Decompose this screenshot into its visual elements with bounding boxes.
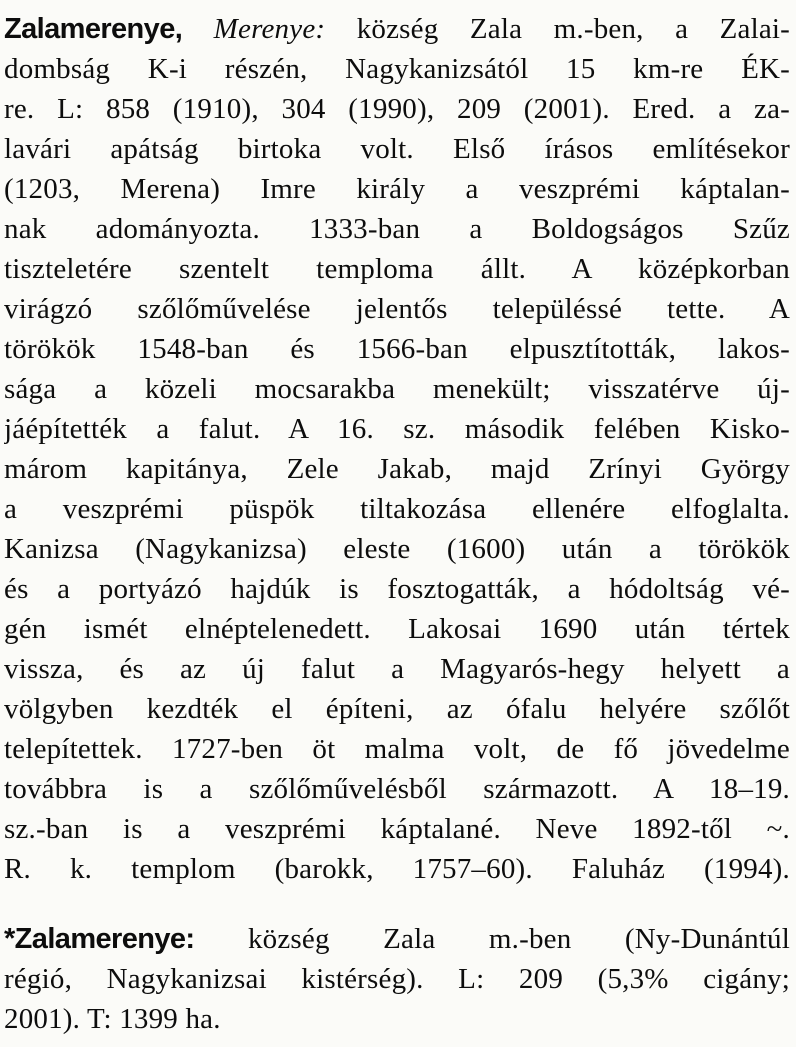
text-line — [4, 169, 790, 209]
body-text: dombság K-i részén, Nagykanizsától 15 km-re ÉK- — [4, 53, 790, 85]
text-line — [4, 489, 790, 529]
text-line — [4, 49, 790, 89]
text-line — [4, 609, 790, 649]
body-text: sága a közeli mocsarakba menekült; visszatérve új- — [4, 373, 790, 405]
body-text: község Zala m.-ben, a Zalai- — [325, 13, 790, 45]
body-text: Kanizsa (Nagykanizsa) eleste (1600) után a törökök — [4, 533, 790, 565]
body-text: gén ismét elnéptelenedett. Lakosai 1690 után tértek — [4, 613, 790, 645]
body-text: jáépítették a falut. A 16. sz. második felében Kisko- — [4, 413, 790, 445]
text-line — [4, 569, 790, 609]
body-text: márom kapitánya, Zele Jakab, majd Zrínyi György — [4, 453, 790, 485]
text-line — [4, 849, 790, 889]
body-text: virágzó szőlőművelése jelentős településsé tette. A — [4, 293, 790, 325]
body-text: továbbra is a szőlőművelésből származott. A 18–19. — [4, 773, 790, 805]
body-text: (1203, Merena) Imre király a veszprémi káptalan- — [4, 173, 790, 205]
body-text: völgyben kezdték el építeni, az ófalu helyére szőlőt — [4, 693, 790, 725]
text-line — [4, 959, 790, 999]
body-text: lavári apátság birtoka volt. Első írásos említésekor — [4, 133, 790, 165]
encyclopedia-article — [4, 9, 790, 1039]
entry-zalamerenye-kisterseg — [4, 919, 790, 1039]
text-line — [4, 329, 790, 369]
text-line — [4, 919, 790, 959]
text-line — [4, 249, 790, 289]
text-line — [4, 649, 790, 689]
text-line — [4, 289, 790, 329]
body-text: község Zala m.-ben (Ny-Dunántúl — [194, 923, 790, 955]
text-line — [4, 409, 790, 449]
text-line — [4, 369, 790, 409]
text-line — [4, 209, 790, 249]
body-text: R. k. templom (barokk, 1757–60). Faluház (1994). — [4, 853, 790, 885]
text-line — [4, 689, 790, 729]
body-text — [182, 13, 213, 45]
body-text: és a portyázó hajdúk is fosztogatták, a hódoltság vé- — [4, 573, 790, 605]
body-text: re. L: 858 (1910), 304 (1990), 209 (2001). Ered. a za- — [4, 93, 790, 125]
text-line — [4, 89, 790, 129]
text-line — [4, 449, 790, 489]
entry-zalamerenye-main — [4, 9, 790, 889]
body-text: törökök 1548-ban és 1566-ban elpusztították, lakos- — [4, 333, 790, 365]
body-text: telepítettek. 1727-ben öt malma volt, de fő jövedelme — [4, 733, 790, 765]
body-text: régió, Nagykanizsai kistérség). L: 209 (5,3% cigány; — [4, 963, 790, 995]
body-text: sz.-ban is a veszprémi káptalané. Neve 1892-től ~. — [4, 813, 790, 845]
body-text: a veszprémi püspök tiltakozása ellenére elfoglalta. — [4, 493, 790, 525]
body-text: tiszteletére szentelt temploma állt. A középkorban — [4, 253, 790, 285]
entry-variant-name: Merenye: — [213, 13, 326, 45]
body-text: nak adományozta. 1333-ban a Boldogságos Szűz — [4, 213, 790, 245]
text-line — [4, 809, 790, 849]
body-text: 2001). T: 1399 ha. — [4, 1003, 221, 1035]
text-line — [4, 529, 790, 569]
body-text: vissza, és az új falut a Magyarós-hegy helyett a — [4, 653, 790, 685]
text-line — [4, 729, 790, 769]
entry-headword: Zalamerenye, — [4, 13, 183, 45]
text-line — [4, 769, 790, 809]
text-line — [4, 129, 790, 169]
text-line — [4, 9, 790, 49]
text-line — [4, 999, 790, 1039]
entry-headword: *Zalamerenye: — [4, 923, 195, 955]
